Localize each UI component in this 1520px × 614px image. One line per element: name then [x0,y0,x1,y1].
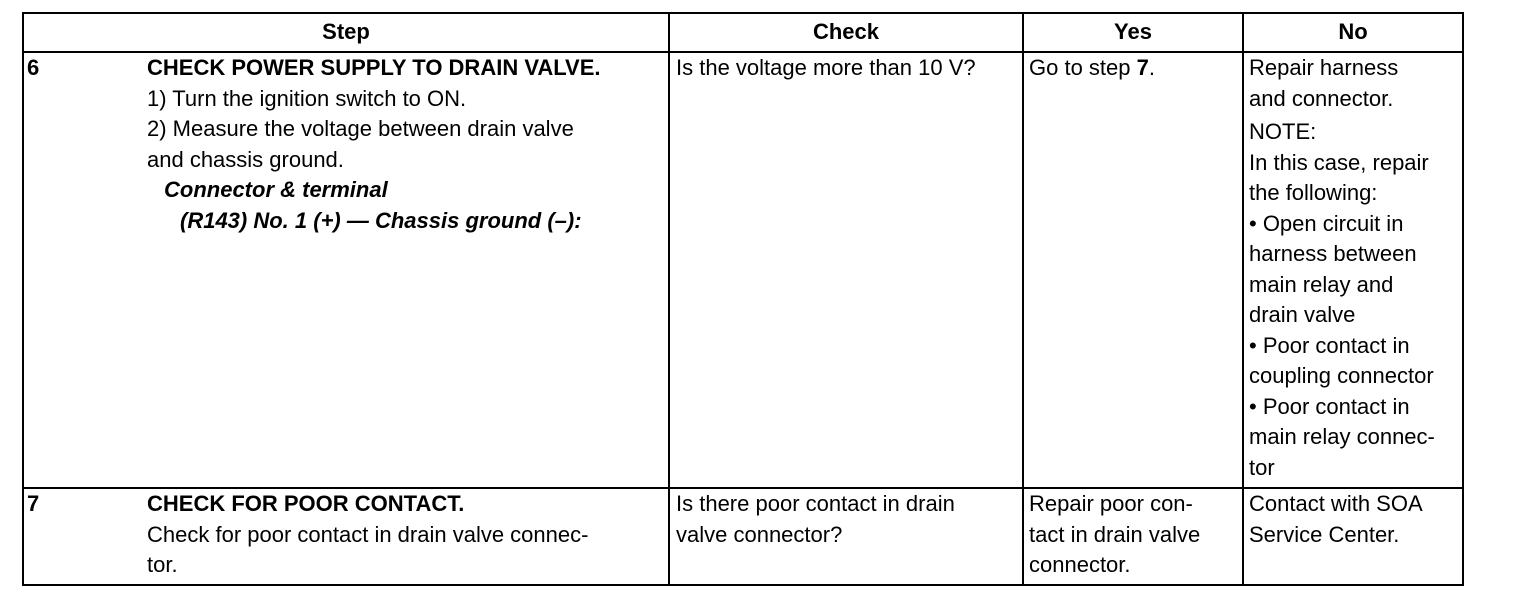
yes-line: tact in drain valve [1029,521,1201,547]
step-number: 6 [27,55,40,80]
no-line: Service Center. [1249,521,1400,547]
bullet-item: • Poor contact in [1249,393,1410,419]
no-line: harness between [1249,241,1417,266]
check-question: Is there poor contact in drain [676,491,955,516]
step-instruction: 1) Turn the ignition switch to ON. [147,85,467,111]
column-divider-no [1242,12,1244,586]
no-line: In this case, repair [1249,149,1429,175]
yes-cell [1029,53,1155,84]
no-line: tor [1249,454,1275,480]
yes-cell [1029,489,1200,581]
no-line: drain valve [1249,302,1356,327]
no-line: main relay connec- [1249,424,1435,449]
yes-text-end: . [1148,55,1155,80]
header-step: Step [322,19,370,44]
yes-line: connector. [1029,552,1131,577]
connector-heading: Connector & terminal [164,177,388,202]
no-cell [1249,53,1435,483]
no-line: the following: [1249,180,1378,205]
step-instruction: and chassis ground. [147,146,344,172]
check-question: Is the voltage more than 10 V? [676,55,976,80]
step-number: 7 [27,491,40,516]
step-instruction: Check for poor contact in drain valve connec- [147,521,589,547]
step-title: CHECK FOR POOR CONTACT. [147,491,465,516]
step-cell [147,53,601,236]
no-line: coupling connector [1249,363,1434,388]
no-line: and connector. [1249,85,1394,111]
bullet-item: • Open circuit in [1249,210,1404,236]
step-instruction: tor. [147,552,178,577]
no-cell [1249,489,1423,550]
note-label: NOTE: [1249,119,1317,144]
check-question: valve connector? [676,521,843,547]
header-no: No [1338,19,1368,44]
step-title: CHECK POWER SUPPLY TO DRAIN VALVE. [147,55,601,80]
no-line: Repair harness [1249,55,1399,80]
no-line: Contact with SOA [1249,491,1423,516]
yes-line: Repair poor con- [1029,491,1193,516]
step-instruction: 2) Measure the voltage between drain valve [147,116,574,141]
header-yes: Yes [1114,19,1152,44]
no-line: main relay and [1249,271,1394,297]
check-cell [676,489,955,550]
connector-spec: (R143) No. 1 (+) — Chassis ground (–): [180,207,582,233]
column-divider-yes [1022,12,1024,586]
yes-step-link: 7 [1136,55,1149,80]
column-divider-check [668,12,670,586]
check-cell [676,53,976,84]
yes-text: Go to step [1029,55,1137,80]
bullet-item: • Poor contact in [1249,332,1410,358]
header-check: Check [812,19,880,44]
step-cell [147,489,588,581]
